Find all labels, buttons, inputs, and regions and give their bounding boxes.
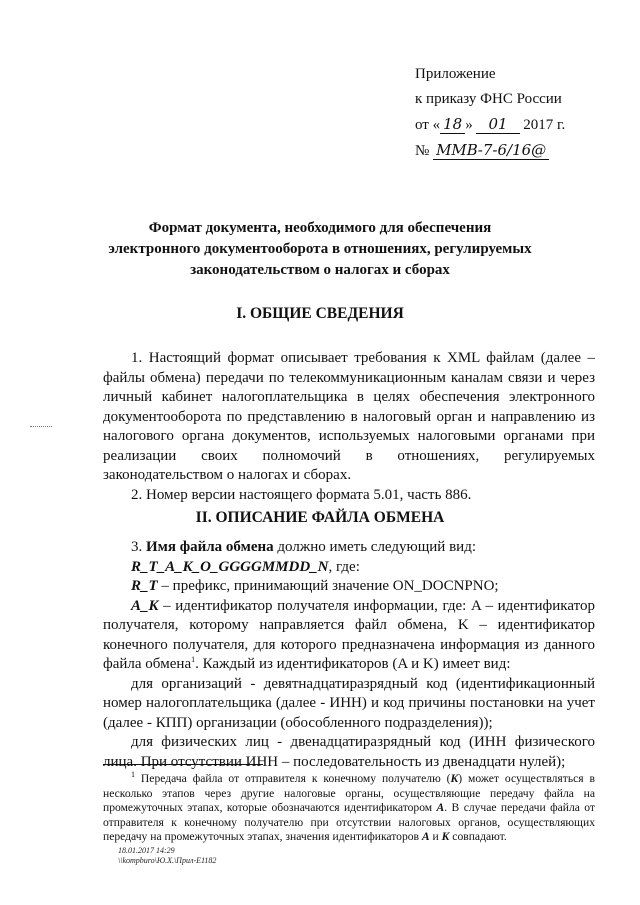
date-month: 01 — [476, 115, 519, 134]
footnote-k-1: K — [450, 772, 459, 785]
footnote-divider — [103, 764, 263, 765]
section-1-body — [103, 349, 595, 505]
approval-line-number — [415, 138, 615, 164]
document-title — [90, 218, 550, 281]
paragraph-3 — [103, 538, 595, 558]
paragraph-1: 1. Настоящий формат описывает требования к XML файлам (далее – файлы обмена) передачи по телекоммуникационным каналам связи и через личный кабинет налогоплательщика в целях обеспечения электронного документооборота по представлению в налоговый орган и направлению из налогового органа документов, используемых налоговыми органами при реализации своих полномочий в отношениях, регулируемых законодательством о налогах и сборах. — [103, 350, 595, 483]
print-stamp — [118, 846, 216, 866]
pattern-code: R_T_A_K_O_GGGGMMDD_N — [131, 558, 329, 575]
footnote-a-1: A — [436, 801, 445, 814]
rt-label: R_T — [131, 578, 158, 594]
footnote-part-1: Передача файла от отправителя к конечному получателю ( — [135, 772, 451, 785]
approval-line-date — [415, 112, 615, 138]
footnote-part-4: и — [429, 830, 442, 843]
ak-label: A_K — [131, 597, 159, 614]
date-year: 2017 г. — [523, 117, 566, 133]
number-prefix: № — [415, 143, 430, 159]
p3-rest: должно иметь следующий вид: — [273, 539, 476, 555]
paragraph-2: 2. Номер версии настоящего формата 5.01, часть 886. — [131, 486, 472, 503]
date-day: 18 — [440, 115, 465, 134]
order-number: ММВ-7-6/16@ — [433, 141, 549, 160]
footnote-part-5: совпадают. — [449, 830, 507, 843]
ak-text-2: . Каждый из идентификаторов (A и K) имеет вид: — [195, 656, 511, 672]
margin-mark — [30, 426, 52, 427]
footnote-text — [103, 772, 595, 845]
date-prefix: от « — [415, 117, 441, 133]
file-name-pattern — [103, 558, 595, 578]
rt-definition — [103, 577, 595, 597]
ak-text: – идентификатор получателя информации, где: A – идентификатор получателя, которому направляется файл обмена, K – идентификатор конечного получателя, для которого предназначена информация из данного файла обмена — [103, 597, 595, 672]
title-line-3: законодательством о налогах и сборах — [190, 262, 450, 278]
stamp-path: \\kompburo\Ю.Х.\Прил-Е1182 — [118, 856, 217, 865]
section-1-heading: I. ОБЩИЕ СВЕДЕНИЯ — [236, 305, 404, 322]
pattern-suffix: , где: — [328, 558, 360, 575]
section-2-heading: II. ОПИСАНИЕ ФАЙЛА ОБМЕНА — [195, 509, 445, 526]
date-mid: » — [465, 117, 473, 133]
org-definition: для организаций - девятнадцатиразрядный код (идентификационный номер налогоплательщика (далее - ИНН) и код причины постановки на учет (далее - КПП) организации (обособленного подразделения)); — [103, 675, 595, 731]
footnote — [103, 772, 595, 845]
stamp-datetime: 18.01.2017 14:29 — [118, 846, 175, 855]
footnote-a-2: A — [421, 830, 430, 843]
approval-block — [415, 62, 615, 164]
footnote-part-3: . В случае передачи файла от отправителя к конечному получателю при отсутствии налоговых органов, осуществляющих передачу на промежуточных этапах, значения идентификаторов — [103, 801, 595, 843]
title-line-1: Формат документа, необходимого для обеспечения — [148, 220, 492, 236]
rt-text: – префикс, принимающий значение ON_DOCNPNO; — [157, 578, 499, 594]
title-line-2: электронного документооборота в отношениях, регулируемых — [108, 241, 532, 257]
footnote-number: 1 — [131, 770, 135, 780]
p3-prefix: 3. — [131, 539, 146, 555]
footnote-k-2: K — [441, 830, 450, 843]
section-2-body — [103, 538, 595, 772]
p3-bold: Имя файла обмена — [146, 539, 274, 555]
ak-definition — [103, 597, 595, 675]
footnote-part-2: ) может осуществляться в несколько этапов через другие налоговые органы, осуществляющие передачу файла на промежуточных этапах, которые обозначаются идентификатором — [103, 772, 595, 814]
individual-definition: для физических лиц - двенадцатиразрядный код (ИНН физического лица. При отсутствии ИНН – последовательность из двенадцати нулей); — [103, 734, 595, 770]
approval-line-order: к приказу ФНС России — [415, 91, 562, 107]
approval-line-appendix: Приложение — [415, 66, 496, 82]
footnote-ref: 1 — [191, 655, 196, 664]
